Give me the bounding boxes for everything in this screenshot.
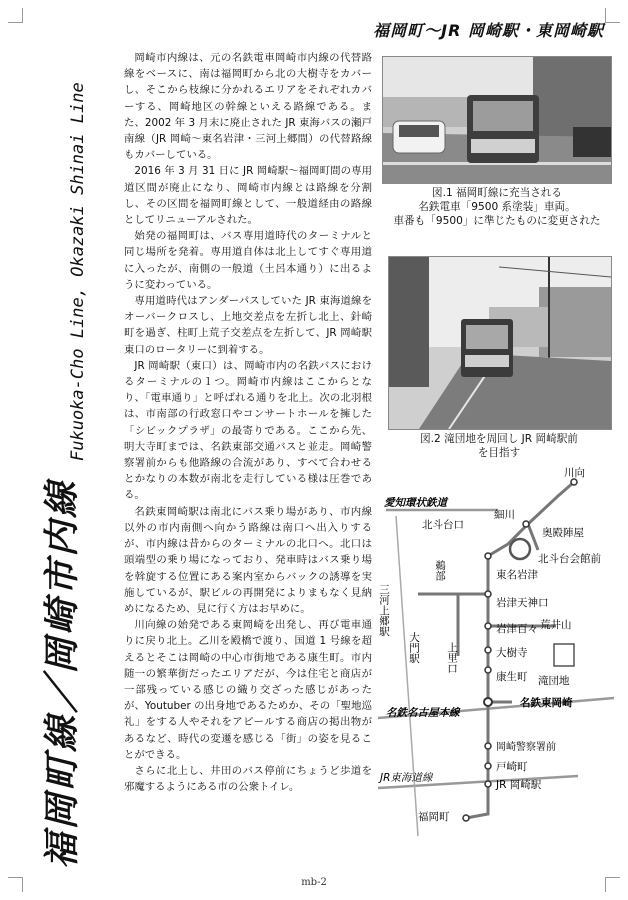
vertical-subtitle: Fukuoka-Cho Line, Okazaki Shinai Line xyxy=(68,82,88,461)
page-number: mb-2 xyxy=(301,877,327,888)
vertical-title: 福岡町線／岡崎市内線 xyxy=(42,478,83,869)
paragraph: JR 岡崎駅（東口）は、岡崎市内の名鉄バスにおけるターミナルの１つ。岡崎市内線はここからとなり、「電車通り」と呼ばれる通りを北上。次の北羽根は、市南部の行政窓口やコンサートホールを擁した「シビックプラザ」の最寄りである。ここから先、明大寺町までは、名鉄東部交通バスと並走。岡崎警察署前からも他路線の合流があり、すべて合わせるとかなりの本数が南北を走行している様は圧巻である。 xyxy=(124,359,372,502)
stop-label: 荒井山 xyxy=(540,619,572,631)
paragraph: 川向線の始発である東岡崎を出発し、再び電車通りに戻り北上。乙川を殿橋で渡り、国道 1 号線を超えるとそこは岡崎の中心市街地である康生町。市内随一の繁華街だったエリアだが、今は住宅と商店が一部残っている感じの織り交ざった感じがあったが、Youtuber の出身地であるためか、その「聖地巡礼」をする人やそれをアピールする商店の掲出物があるなど、時代の変遷を感じる「街」の姿を見ることができる。 xyxy=(124,619,372,761)
stop-label: 北斗台会館前 xyxy=(538,553,601,565)
stop-label: 福岡町 xyxy=(418,811,450,823)
figure-2-caption: 図.2 滝団地を周回し JR 岡崎駅前 を目指す xyxy=(420,433,578,459)
vertical-title-block xyxy=(18,82,88,869)
stop-label: 戸崎町 xyxy=(496,761,528,773)
stop-label: 奥殿陣屋 xyxy=(542,527,584,539)
stop-label: 康生町 xyxy=(496,671,528,683)
stop-label: 川向 xyxy=(564,467,585,479)
figure-1-caption: 図.1 福岡町線に充当される 名鉄電車「9500 系塗装」車両。 車番も「9500」に準じたものに変更された xyxy=(393,187,601,227)
stop-label: 名鉄東岡崎 xyxy=(520,697,573,709)
vertical-stop-label: 上里口 xyxy=(446,642,458,674)
page-header-title: 福岡町～JR 岡崎駅・東岡崎駅 xyxy=(373,21,604,40)
stop-label: 岩津百々 xyxy=(496,623,538,635)
paragraph: さらに北上し、井田のバス停前にちょうど歩道を邪魔するようにある市の公衆トイレ。 xyxy=(124,764,372,794)
paragraph: 専用道時代はアンダーパスしていた JR 東海道線をオーバークロスし、上地交差点を左折し北上、針崎町を過ぎ、柱町上荒子交差点を左折して、JR 岡崎駅東口のロータリーに到着する。 xyxy=(124,295,372,356)
rail-label-meitetsu: 名鉄名古屋本線 xyxy=(386,707,460,719)
vertical-stop-label: 鵜部 xyxy=(434,560,446,581)
stop-label: 東名岩津 xyxy=(496,569,538,581)
article-body xyxy=(124,50,372,795)
paragraph: 岡崎市内線は、元の名鉄電車岡崎市内線の代替路線をベースに、南は福岡町から北の大樹寺をカバーし、そこから枝線に分かれるエリアをそれぞれカバーする、岡崎地区の幹線といえる路線である。また、2002 年 3 月末に廃止された JR 東海バスの瀬戸南線（JR 岡崎～東名岩津・三河上郷間）の代替路線もカバーしている。 xyxy=(124,52,372,162)
route-map xyxy=(378,466,614,836)
stop-label: 岡崎警察署前 xyxy=(496,742,556,753)
stop-label: 大樹寺 xyxy=(496,647,528,659)
stop-label: 岩津天神口 xyxy=(496,597,549,609)
stop-label: JR 岡崎駅 xyxy=(496,779,542,791)
paragraph: 2016 年 3 月 31 日に JR 岡崎駅～福岡町間の専用道区間が廃止になり、岡崎市内線とは路線を分割し、その区間を福岡町線として、一般道経由の路線としてリニューアルされた。 xyxy=(124,165,372,227)
stop-label: 北斗台口 xyxy=(422,519,464,531)
stop-label: 細川 xyxy=(494,509,515,521)
stop-label: 滝団地 xyxy=(538,675,570,687)
vertical-stop-label: 三河上郷駅 xyxy=(378,584,390,637)
paragraph: 始発の福岡町は、バス専用道時代のターミナルと同じ場所を発着。専用道自体は北上してすぐ専用道に入ったが、南側の一般道（土呂本通り）に出るように変わっている。 xyxy=(124,230,372,291)
rail-label-jr: JR東海道線 xyxy=(380,772,433,784)
bus-photo-2 xyxy=(388,256,612,430)
crop-mark-top-right xyxy=(605,8,620,23)
paragraph: 名鉄東岡崎駅は南北にバス乗り場があり、市内線以外の市内南側へ向かう路線は南口へ出入りするが、市内線は昔からのターミナルの北口へ。北口は頭端型の乗り場になっており、発車時はバス乗り場を斡旋する位置にある案内室からバックの誘導を実施しているが、駅ビルの再開発によりまもなく見納めになるため、見に行く方はお早めに。 xyxy=(124,505,372,615)
bus-photo-1 xyxy=(382,56,612,184)
crop-mark-top-left xyxy=(8,8,23,23)
vertical-stop-label: 大門駅 xyxy=(408,632,420,664)
rail-label-aikan: 愛知環状鉄道 xyxy=(384,497,447,509)
